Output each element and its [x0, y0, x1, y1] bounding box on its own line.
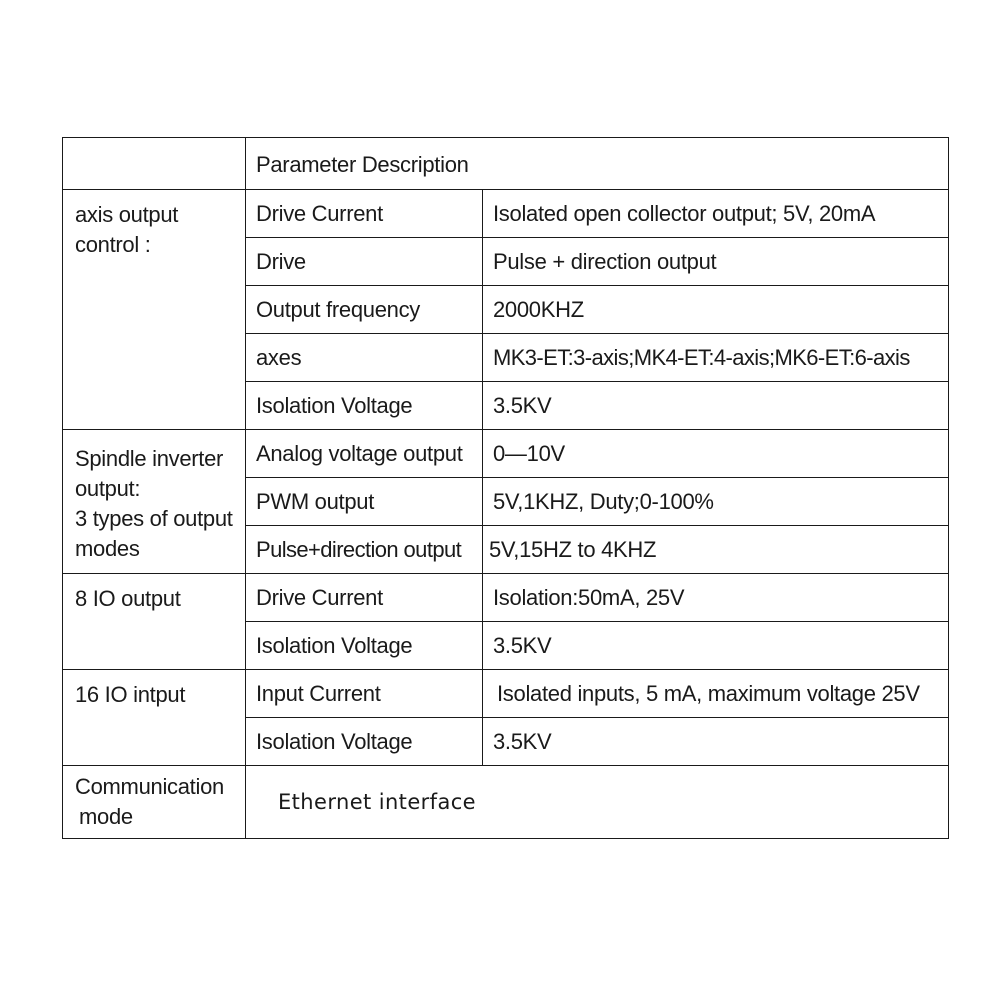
param-cell: Drive: [246, 238, 483, 286]
param-cell: axes: [246, 334, 483, 382]
value-cell: Isolated open collector output; 5V, 20mA: [483, 190, 949, 238]
group-label-line: Communication: [75, 774, 224, 799]
value-cell: Isolation:50mA, 25V: [483, 574, 949, 622]
value-cell: 2000KHZ: [483, 286, 949, 334]
header-parameter-description: Parameter Description: [246, 138, 949, 190]
param-cell: Analog voltage output: [246, 430, 483, 478]
value-cell: 5V,1KHZ, Duty;0-100%: [483, 478, 949, 526]
param-cell: PWM output: [246, 478, 483, 526]
param-cell: Isolation Voltage: [246, 718, 483, 766]
table-row: [63, 430, 949, 478]
header-empty-cell: [63, 138, 246, 190]
group-label-line: axis output: [75, 202, 179, 227]
value-cell: 3.5KV: [483, 622, 949, 670]
value-cell: 0—10V: [483, 430, 949, 478]
value-cell: MK3-ET:3-axis;MK4-ET:4-axis;MK6-ET:6-axis: [483, 334, 949, 382]
value-cell: Isolated inputs, 5 mA, maximum voltage 25V: [483, 670, 949, 718]
value-cell: 3.5KV: [483, 382, 949, 430]
group-label-line: 8 IO output: [75, 586, 181, 611]
param-cell: Input Current: [246, 670, 483, 718]
spec-table: [62, 137, 949, 839]
header-row: [63, 138, 949, 190]
value-cell: 5V,15HZ to 4KHZ: [483, 526, 949, 574]
group-label-line: output:: [75, 476, 141, 501]
group-label-communication-mode: [63, 766, 246, 839]
param-cell: Isolation Voltage: [246, 622, 483, 670]
group-label-line: Spindle inverter: [75, 446, 224, 471]
value-cell: Pulse + direction output: [483, 238, 949, 286]
param-cell: Drive Current: [246, 190, 483, 238]
table-row: [63, 190, 949, 238]
group-label-spindle-inverter-output: [63, 430, 246, 574]
value-cell: 3.5KV: [483, 718, 949, 766]
group-label-line: modes: [75, 536, 140, 561]
table-row: [63, 670, 949, 718]
param-cell: Output frequency: [246, 286, 483, 334]
group-label-line: control :: [75, 232, 151, 257]
group-label-8-io-output: [63, 574, 246, 670]
param-cell: Isolation Voltage: [246, 382, 483, 430]
table-row-communication: [63, 766, 949, 839]
table-row: [63, 574, 949, 622]
group-label-16-io-intput: [63, 670, 246, 766]
param-cell: Pulse+direction output: [246, 526, 483, 574]
param-cell: Drive Current: [246, 574, 483, 622]
communication-value-cell: Ethernet interface: [246, 766, 949, 839]
group-label-line: mode: [79, 804, 133, 829]
group-label-line: 16 IO intput: [75, 682, 186, 707]
group-label-axis-output-control: [63, 190, 246, 430]
group-label-line: 3 types of output: [75, 506, 233, 531]
